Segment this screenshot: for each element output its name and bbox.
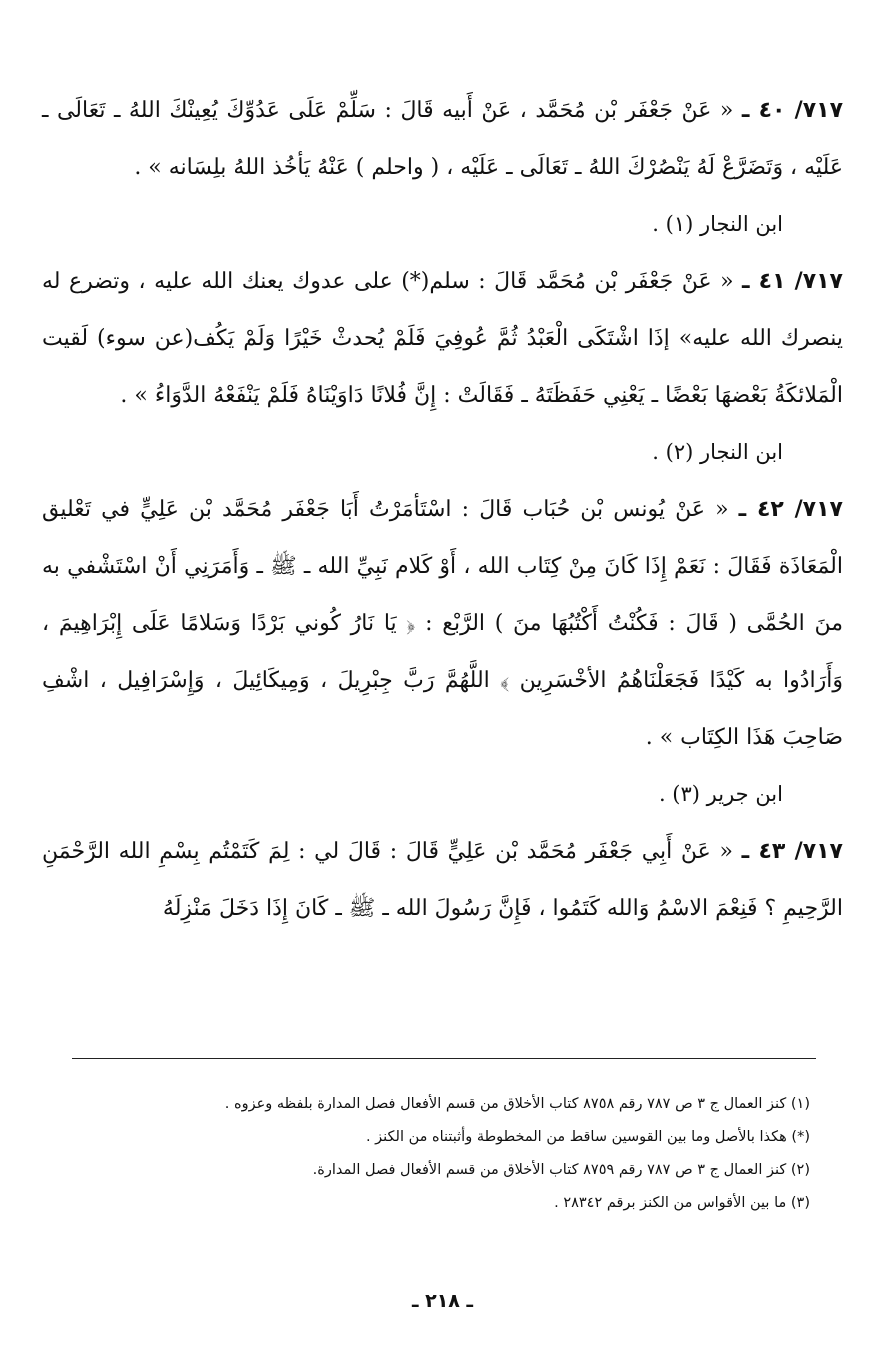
footnote: (*) هكذا بالأصل وما بين القوسين ساقط من المخطوطة وأثبتناه من الكنز .: [365, 1129, 810, 1145]
hadith-number: ٧١٧/ ٤٠ ـ: [741, 98, 844, 123]
footnote: (٢) كنز العمال ج ٣ ص ٧٨٧ رقم ٨٧٥٩ كتاب الأخلاق من قسم الأفعال فصل المدارة.: [312, 1162, 810, 1178]
hadith-text: « عَنْ يُونس بْن حُبَاب قَالَ : اسْتَأمَرْتُ أَبَا جَعْفَر مُحَمَّد بْن عَلِيٍّ في تَعْليق الْمَعَاذَة فَقَالَ : نَعَمْ إِذَا كَانَ مِنْ كِتَاب الله ، أَوْ كَلام نَبِيِّ الله ـ ﷺ ـ وَأَمَرَنِي أَنْ اسْتَشْفي به منَ الحُمَّى ( قَالَ : فَكُنْتُ أَكْتُبُهَا منَ ) الرَّبْع : ﴿ يَا نَارُ كُوني بَرْدًا وَسَلامًا عَلَى إِبْرَاهِيمَ ، وَأَرَادُوا به كَيْدًا فَجَعَلْنَاهُمُ الأخْسَرِين ﴾ اللَّهُمَّ رَبَّ جِبْرِيلَ ، وَمِيكَائِيلَ ، وَإِسْرَافِيل ، اشْفِ صَاحِبَ هَذَا الكِتَاب » .: [42, 497, 843, 750]
hadith-number: ٧١٧/ ٤٣ ـ: [741, 839, 843, 864]
hadith-text: « عَنْ جَعْفَر بْن مُحَمَّد ، عَنْ أَبيه قَالَ : سَلِّمْ عَلَى عَدُوِّكَ يُعِينْكَ اللهُ ـ تَعَالَى ـ عَلَيْه ، وَتَضَرَّعْ لَهُ يَنْصُرْكَ اللهُ ـ تَعَالَى ـ عَلَيْه ، ( واحلم ) عَنْهُ يَأخُذ اللهُ بلِسَانه » .: [42, 98, 843, 180]
main-text: [42, 82, 843, 937]
hadith-43: [42, 823, 843, 937]
footnote-divider: [72, 1058, 816, 1059]
footnotes: [60, 1088, 810, 1220]
footnote: (١) كنز العمال ج ٣ ص ٧٨٧ رقم ٨٧٥٨ كتاب الأخلاق من قسم الأفعال فصل المدارة بلفظه وعزوه .: [224, 1096, 810, 1112]
hadith-40: [42, 82, 843, 196]
hadith-number: ٧١٧/ ٤٢ ـ: [738, 497, 843, 522]
hadith-42: [42, 481, 843, 766]
footnote: (٣) ما بين الأقواس من الكنز برقم ٢٨٣٤٢ .: [554, 1195, 810, 1211]
hadith-source: ابن النجار (٢) .: [652, 440, 783, 464]
hadith-text: « عَنْ أَبِي جَعْفَر مُحَمَّد بْن عَلِيٍّ قَالَ : قَالَ لي : لِمَ كَتَمْتُم بِسْمِ الله الرَّحْمَنِ الرَّحِيمِ ؟ فَنِعْمَ الاسْمُ وَالله كَتَمُوا ، فَإِنَّ رَسُولَ الله ـ ﷺ ـ كَانَ إِذَا دَخَلَ مَنْزِلَهُ: [42, 839, 843, 921]
hadith-source: ابن النجار (١) .: [652, 212, 783, 236]
page-number: ـ ٢١٨ ـ: [411, 1290, 473, 1312]
hadith-41: [42, 253, 843, 424]
hadith-number: ٧١٧/ ٤١ ـ: [742, 269, 843, 294]
hadith-source: ابن جرير (٣) .: [658, 782, 783, 806]
hadith-text: « عَنْ جَعْفَر بْن مُحَمَّد قَالَ : سلم(*) على عدوك يعنك الله عليه ، وتضرع له ينصرك الله عليه» إذَا اشْتَكَى الْعَبْدُ ثُمَّ عُوفِيَ فَلَمْ يُحدثْ خَيْرًا وَلَمْ يَكُف(عن سوء) لَقيت الْمَلائكَةُ بَعْضهَا بَعْضًا ـ يَعْنِي حَفَظَتَهُ ـ فَقَالَتْ : إِنَّ فُلانًا دَاوَيْنَاهُ فَلَمْ يَنْفَعْهُ الدَّوَاءُ » .: [42, 269, 843, 408]
